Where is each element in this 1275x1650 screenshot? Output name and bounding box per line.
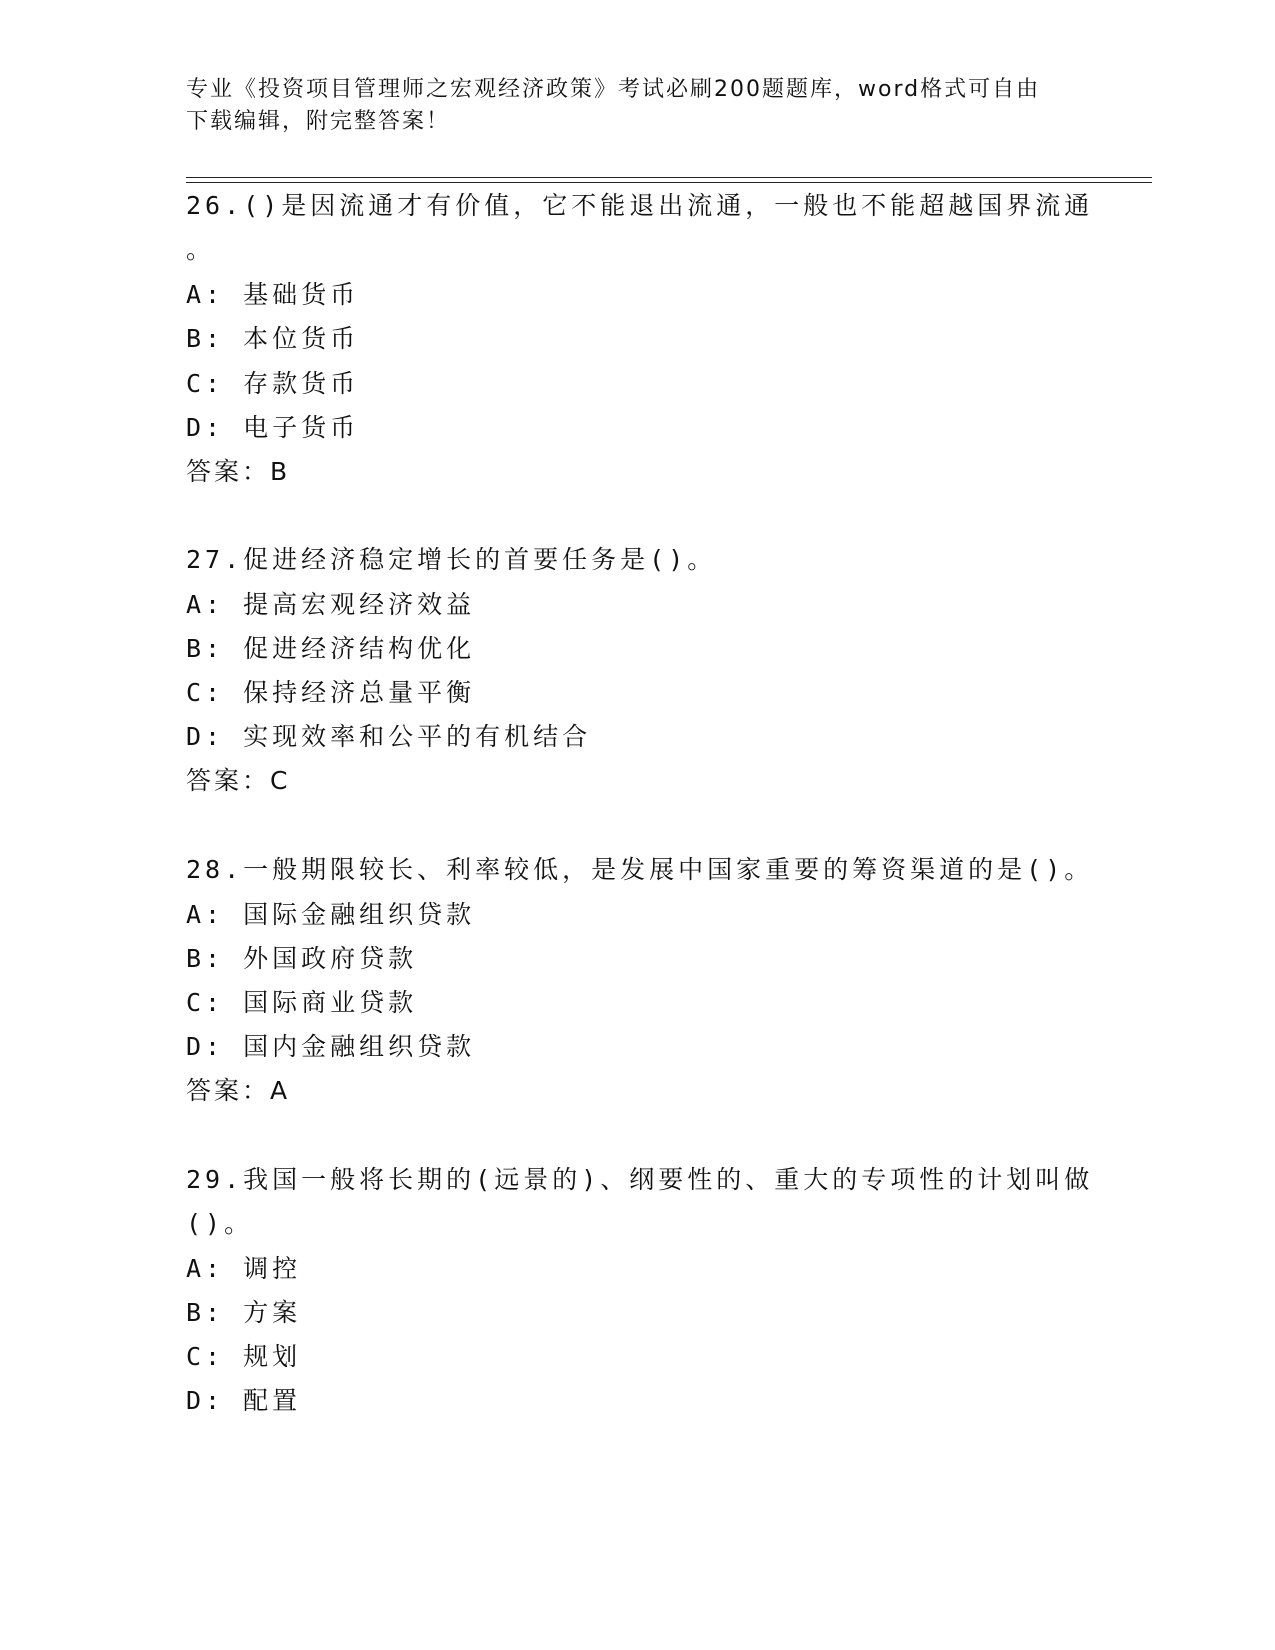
- header-line-2: 下载编辑，附完整答案！: [186, 109, 451, 134]
- question-29-stem: 29.我国一般将长期的(远景的)、纲要性的、重大的专项性的计划叫做: [186, 1165, 1094, 1194]
- question-27-option-b: B: 促进经济结构优化: [186, 634, 476, 663]
- question-26-stem-continued: 。: [186, 235, 216, 264]
- question-28-option-b: B: 外国政府贷款: [186, 944, 418, 973]
- header-line-1: 专业《投资项目管理师之宏观经济政策》考试必刷200题题库，word格式可自由: [186, 77, 1041, 102]
- question-27-option-d: D: 实现效率和公平的有机结合: [186, 722, 592, 751]
- question-26-option-a: A: 基础货币: [186, 280, 360, 309]
- question-26-option-b: B: 本位货币: [186, 324, 360, 353]
- question-29-option-a: A: 调控: [186, 1254, 302, 1283]
- question-27-answer: 答案：C: [186, 766, 291, 795]
- question-26-answer: 答案：B: [186, 457, 291, 486]
- question-26-stem: 26.()是因流通才有价值，它不能退出流通，一般也不能超越国界流通: [186, 191, 1094, 220]
- question-28-stem: 28.一般期限较长、利率较低，是发展中国家重要的筹资渠道的是()。: [186, 855, 1094, 884]
- question-27-stem: 27.促进经济稳定增长的首要任务是()。: [186, 545, 717, 574]
- question-29-option-b: B: 方案: [186, 1298, 302, 1327]
- question-27-option-c: C: 保持经济总量平衡: [186, 678, 476, 707]
- question-27-option-a: A: 提高宏观经济效益: [186, 590, 476, 619]
- question-28-option-c: C: 国际商业贷款: [186, 988, 418, 1017]
- document-header: [186, 74, 1066, 138]
- question-29-option-d: D: 配置: [186, 1386, 302, 1415]
- question-29-stem-continued: ()。: [186, 1209, 254, 1238]
- header-divider-top: [186, 177, 1152, 178]
- question-28-option-a: A: 国际金融组织贷款: [186, 900, 476, 929]
- question-26-option-c: C: 存款货币: [186, 369, 360, 398]
- question-26-option-d: D: 电子货币: [186, 413, 360, 442]
- question-28-answer: 答案：A: [186, 1076, 291, 1105]
- header-divider-bottom: [186, 182, 1152, 183]
- question-29-option-c: C: 规划: [186, 1342, 302, 1371]
- question-28-option-d: D: 国内金融组织贷款: [186, 1032, 476, 1061]
